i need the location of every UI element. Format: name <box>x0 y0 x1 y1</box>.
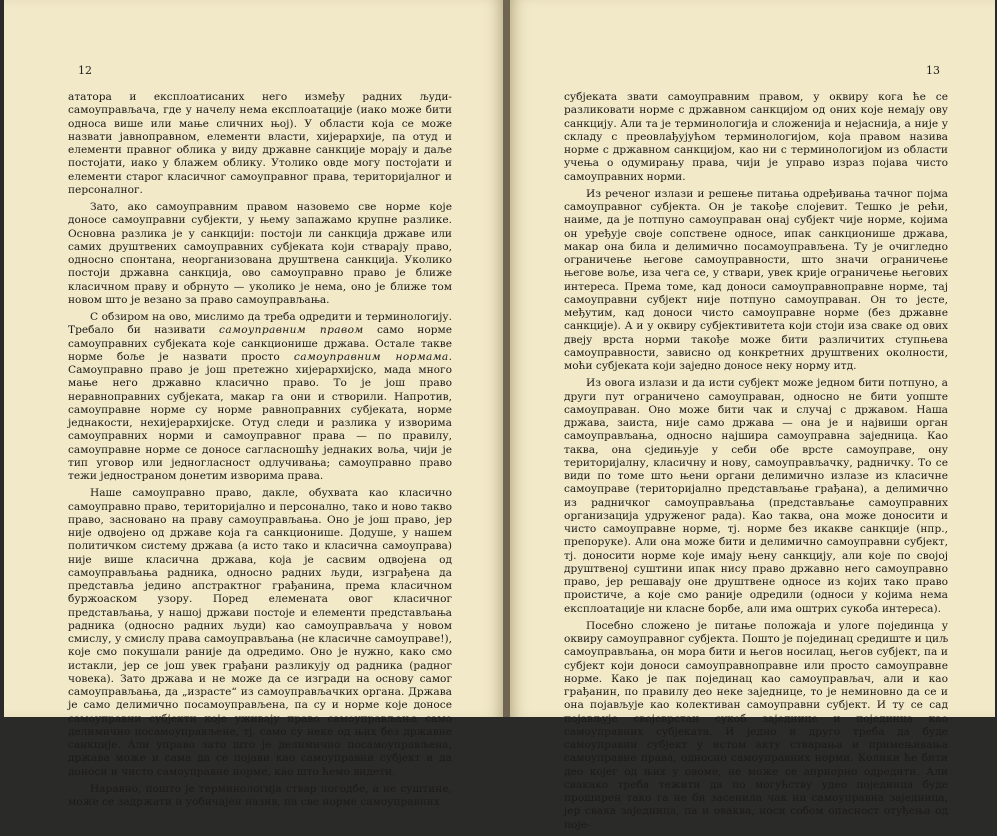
text-run: Наше самоуправно право, дакле, обухвата као класично самоуправно право, територијално и персонално, тако и ново такво право, засновано на праву самоуправљања. Оно је још право, јер није одвојено од државе која га санкционише. Додуше, у нашем политичком систему држава (а исто тако и класична самоуправа) није више класична држава, која је сасвим одвојена од самоуправљања радника, односно радних људи, изграђена да представља једино апстрактног грађанина, према класичном буржоаском узору. Поред елемената овог класичног представљања, у нашој држави постоје и елементи представљања радника (односно радних људи) као самоуправљача у новом смислу, у смислу права самоуправљања (не класичне самоуправе!), које смо покушали раније да одредимо. Оно је нужно, како смо истакли, јер се још увек грађани разликују од радника (радног човека). Зато држава и не може да се изгради на основу самог самоуправљања, да „израсте“ из самоуправљачких органа. Држава је само делимично посамоуправљена, па су и норме које доносе самоуправни субјекти које уживају право самоуправљања само делимично посамоуправљене, тј. само су неке од њих без државне санкције. Али управо зато што је делимично посамоуправљена, држава може и сама да се појави као самоуправни субјект и да доноси и чисто самоуправне норме, као што ћемо видети. <box>68 487 452 778</box>
italic-term: самоуправним правом <box>219 324 364 337</box>
text-run: Посебно сложено је питање положаја и улоге појединца у оквиру самоуправног субјекта. Пошто је појединац средиште и циљ самоуправљања, он мора бити и његов носилац, његов субјект, па и субјект који доноси самоуправноправне или просто самоуправне норме. Како је пак појединац као самоуправљач, али и као грађанин, по правилу део неке заједнице, то је неминовно да се и она појављује као колективан самоуправни субјект. И ту се сад појављује својеврстан сукоб заједнице и појединца као самоуправних субјеката. И једно и друго треба да буде самоуправни субјект у истом акту стварања и примењивања самоуправне права, односно самоуправних норми. Колики ће бити део којег од њих у овоме, не може се априорно одредити. Али свакако треба тежити да по могућству удео појединца буде проширен тако га не би засенила чак ни самоуправна заједница, јер свака заједница, па и оваква, носи собом опасност отуђења од поје- <box>564 619 948 831</box>
paragraph <box>564 188 948 374</box>
paragraph <box>68 91 452 197</box>
page-number: 13 <box>926 64 940 77</box>
text-run: Зато, ако самоуправним правом назовемо све норме које доносе самоуправни субјекти, у њему запажамо крупне разлике. Основна разлика је у санкцији: постоји ли санкција државе или самих друштвених самоуправних субјеката који стварају право, односно спонтана, неорганизована друштвена санкција. Уколико постоји државна санкција, ово самоуправно право је ближе класичном праву и обрнуто — уколико је нема, оно је ближе том новом што је везано за право самоуправљања. <box>68 201 452 306</box>
book-gutter <box>503 0 510 717</box>
text-run: С обзиром на ово, мислимо да треба одредити и терминологију. Требало би називати <box>68 311 452 337</box>
text-run: само норме самоуправних субјеката које санкционише држава. Остале такве норме боље је назвати просто <box>68 324 452 363</box>
text-run: Из овога излази и да исти субјект може једном бити потпуно, а други пут ограничено самоуправан, односно не бити уопште самоуправан. Оно може бити чак и случај с државом. Наша држава, заиста, није само држава — она је и највиши орган самоуправљања, односно најшира самоуправна заједница. Као таква, она сједињује у себи обе врсте самоуправе, ону територијалну, класичну и нову, самоуправљачку, радничку. То се види по томе што њени органи делимично излазе из класичне самоуправе (територијално представљање грађана), а делимично из радничког самоуправљања (представљање самоуправних организација удруженог рада). Као таква, она може доносити и чисто самоуправне норме, тј. норме без икакве санкције (нпр., препоруке). Али она може бити и делимично самоуправни субјект, тј. доносити норме које имају њену санкцију, али које по својој друштвеној суштини ипак нису право државно него самоуправно право, јер решавају оне друштвене односе из којих тако право проистиче, а које смо раније одредили (односи у којима нема експлоатације ни класне борбе, али има оштрих сукоба интереса). <box>564 377 948 615</box>
right-page <box>510 0 995 831</box>
left-page <box>4 0 503 808</box>
paragraph <box>564 377 948 616</box>
italic-term: самоуправним нормама <box>293 350 449 363</box>
text-run: субјеката звати самоуправним правом, у оквиру кога ће се разликовати норме с државном санкцијом од оних које немају ову санкцију. Али та је терминологија и сложенија и нејаснија, а није у складу с преовлађујућом терминологијом, која правом назива норме с државном санкцијом, као ни с терминологијом из области учења о одумирању права, чији је управо израз појава чисто самоуправних норми. <box>564 91 948 183</box>
paragraph <box>68 311 452 483</box>
text-run: . Самоуправно право је још претежно хијерархијско, мада много мање него државно класично право. То је још право неравноправних субјеката, макар га они и створили. Напротив, самоуправне норме су норме равноправних субјеката, норме једнакости, нехијерархијске. Отуд следи и разлика у изворима самоуправних норми и самоуправног права — по правилу, самоуправне норме се доносе сагласношћу једнаких воља, чији је тип уговор или једногласност одлучивања; самоуправно право тежи једностраном донетим изворима права. <box>68 350 453 482</box>
paragraph <box>68 783 452 810</box>
paragraph <box>564 91 948 184</box>
text-run: Из реченог излази и решење питања одређивања тачног појма самоуправног субјекта. Он је такође слојевит. Тешко је рећи, наиме, да је потпуно самоуправан онај субјект чије норме, којима он уређује своје сопствене односе, ипак санкционише држава, макар она била и делимично посамоуправљена. Ту је очигледно ограничење његове самоуправности, што значи ограничење његове воље, иза чега се, у ствари, увек крије ограничење његових интереса. Према томе, кад доноси самоуправноправне норме, тај самоуправни субјект није потпуно самоуправан. Он то јесте, међутим, кад доноси чисто самоуправне норме (без државне санкције). А и у оквиру субјективитета који стоји иза сваке од ових двеју врста норми такође може бити различитих ступњева самоуправности, зависно од конкретних друштвених околности, моћи субјеката који заједно доносе неку норму итд. <box>564 187 948 372</box>
page-body <box>564 91 948 836</box>
paragraph <box>68 487 452 779</box>
page-body <box>68 91 452 813</box>
text-run: Наравно, пошто је терминологија ствар погодбе, а не суштине, може се задржати и уобичајен назив, па све норме самоуправних <box>68 782 452 808</box>
paragraph <box>68 201 452 307</box>
text-run: ататора и експлоатисаних него између радних људи-самоуправљача, где у начелу нема експлоатације (иако може бити односа више или мање сличних њој). У области која се може назвати јавноправном, елементи власти, хијерархије, па отуд и елементи правног облика у виду државне санкције морају и даље постојати, иако у блажем облику. Утолико овде могу постојати и елементи старог класичног самоуправног права, територијалног и персоналног. <box>68 91 452 196</box>
paragraph <box>564 620 948 832</box>
page-number: 12 <box>78 64 92 77</box>
